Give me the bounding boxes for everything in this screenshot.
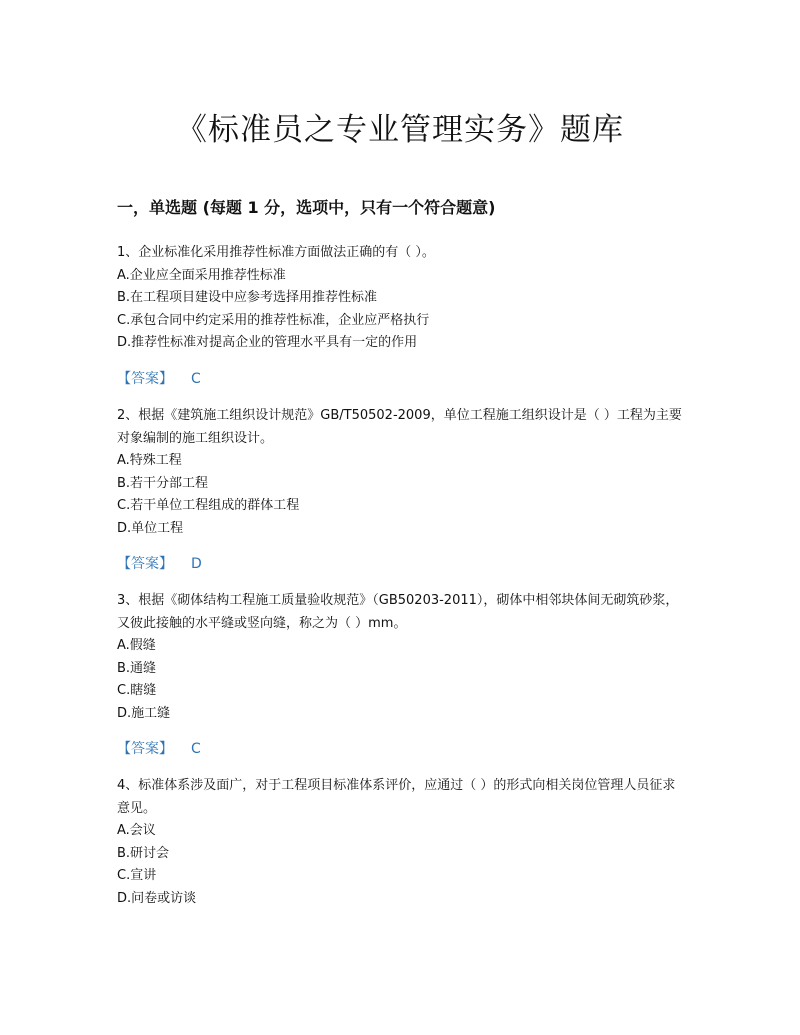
option-b: B.研讨会: [117, 845, 170, 861]
question-stem: 2、根据《建筑施工组织设计规范》GB/T50502-2009，单位工程施工组织设计是（ ）工程为主要对象编制的施工组织设计。: [117, 408, 682, 446]
option-c: C.若干单位工程组成的群体工程: [117, 498, 300, 513]
question-stem: 1、企业标准化采用推荐性标准方面做法正确的有（ ）。: [117, 245, 435, 260]
option-d: D.施工缝: [117, 705, 171, 721]
option-d: D.推荐性标准对提高企业的管理水平具有一定的作用: [117, 335, 418, 350]
answer-value: C: [191, 741, 201, 757]
option-d: D.单位工程: [117, 520, 184, 536]
answer-line: [117, 553, 683, 575]
option-c: C.承包合同中约定采用的推荐性标准，企业应严格执行: [117, 312, 430, 328]
answer-label: 【答案】: [117, 370, 173, 387]
question-4: [117, 775, 683, 910]
question-stem: 3、根据《砌体结构工程施工质量验收规范》（GB50203-2011），砌体中相邻块体间无砌筑砂浆，又彼此接触的水平缝或竖向缝，称之为（ ）mm。: [117, 593, 679, 631]
option-b: B.通缝: [117, 660, 157, 676]
option-d: D.问卷或访谈: [117, 890, 197, 906]
answer-value: C: [191, 370, 201, 387]
question-stem: 4、标准体系涉及面广，对于工程项目标准体系评价，应通过（ ）的形式向相关岗位管理人员征求意见。: [117, 778, 676, 816]
question-1: [117, 242, 683, 390]
document-title: 《标准员之专业管理实务》题库: [176, 112, 624, 148]
option-a: A.企业应全面采用推荐性标准: [117, 267, 286, 283]
section-heading: 一，单选题 (每题 1 分，选项中，只有一个符合题意): [117, 198, 496, 217]
option-c: C.宣讲: [117, 868, 157, 883]
option-a: A.假缝: [117, 638, 156, 653]
answer-value: D: [191, 556, 202, 572]
option-b: B.在工程项目建设中应参考选择用推荐性标准: [117, 290, 378, 305]
answer-label: 【答案】: [117, 741, 173, 757]
answer-label: 【答案】: [117, 556, 173, 572]
option-c: C.瞎缝: [117, 683, 157, 698]
option-b: B.若干分部工程: [117, 475, 209, 491]
answer-line: [117, 738, 683, 760]
question-3: [117, 590, 683, 760]
option-a: A.特殊工程: [117, 453, 182, 468]
option-a: A.会议: [117, 823, 156, 838]
answer-line: [117, 368, 683, 390]
question-2: [117, 405, 683, 575]
